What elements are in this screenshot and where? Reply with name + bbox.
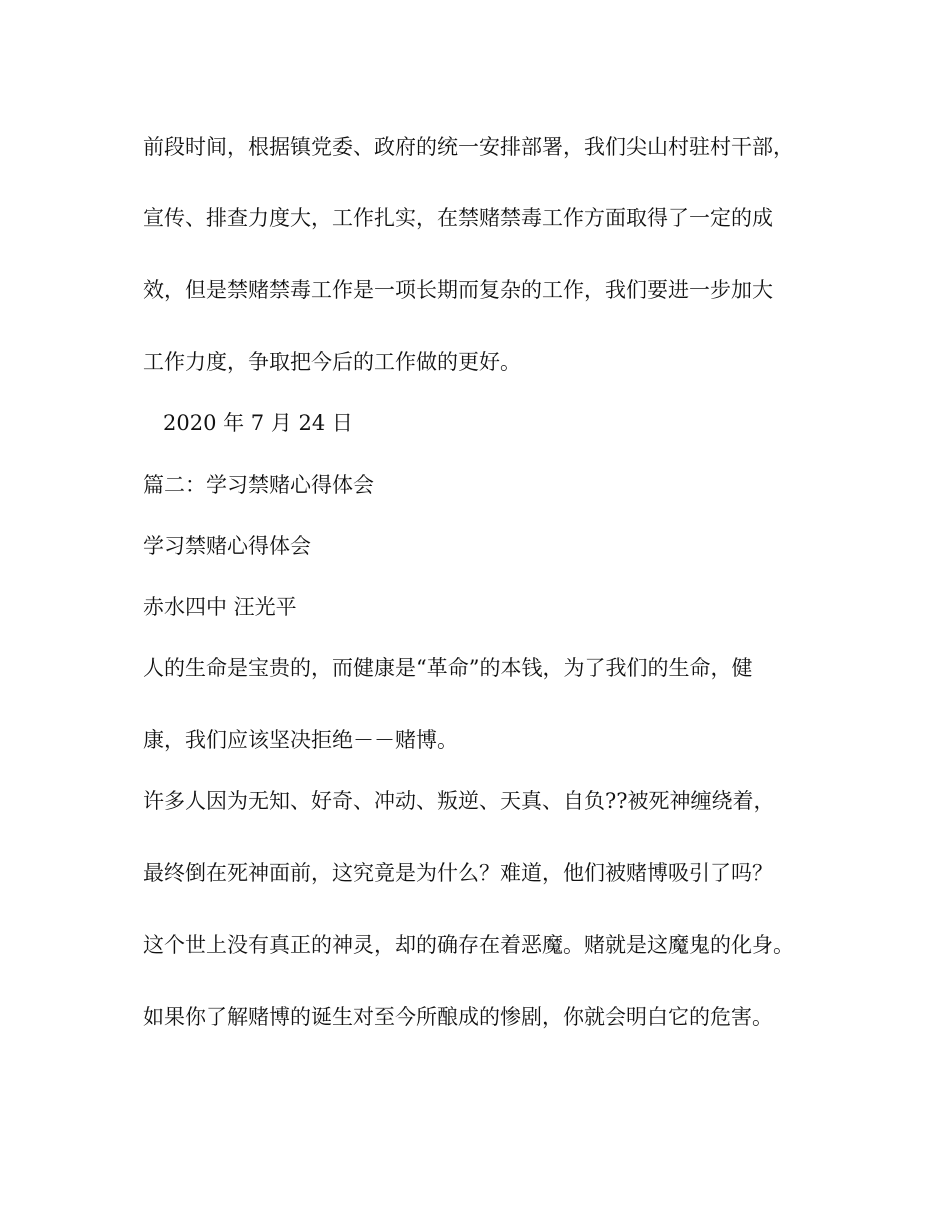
paragraph-line: 人的生命是宝贵的，而健康是“革命”的本钱，为了我们的生命，健 bbox=[143, 656, 753, 680]
author-line: 赤水四中 汪光平 bbox=[143, 595, 297, 619]
date-line: 2020 年 7 月 24 日 bbox=[163, 411, 353, 435]
paragraph-line: 宣传、排查力度大，工作扎实，在禁赌禁毒工作方面取得了一定的成 bbox=[143, 206, 773, 230]
paragraph-line: 前段时间，根据镇党委、政府的统一安排部署，我们尖山村驻村干部， bbox=[143, 135, 794, 159]
paragraph-line: 效，但是禁赌禁毒工作是一项长期而复杂的工作，我们要进一步加大 bbox=[143, 278, 773, 302]
section-heading: 篇二：学习禁赌心得体会 bbox=[143, 473, 374, 497]
paragraph-line: 这个世上没有真正的神灵，却的确存在着恶魔。赌就是这魔鬼的化身。 bbox=[143, 933, 794, 957]
article-title: 学习禁赌心得体会 bbox=[143, 534, 311, 558]
paragraph-line: 最终倒在死神面前，这究竟是为什么？难道，他们被赌博吸引了吗？ bbox=[143, 861, 773, 885]
paragraph-line: 工作力度，争取把今后的工作做的更好。 bbox=[143, 350, 521, 374]
paragraph-line: 许多人因为无知、好奇、冲动、叛逆、天真、自负??被死神缠绕着， bbox=[143, 789, 775, 813]
paragraph-line: 康，我们应该坚决拒绝－－赌博。 bbox=[143, 728, 458, 752]
paragraph-line: 如果你了解赌博的诞生对至今所酿成的惨剧，你就会明白它的危害。 bbox=[143, 1005, 773, 1029]
